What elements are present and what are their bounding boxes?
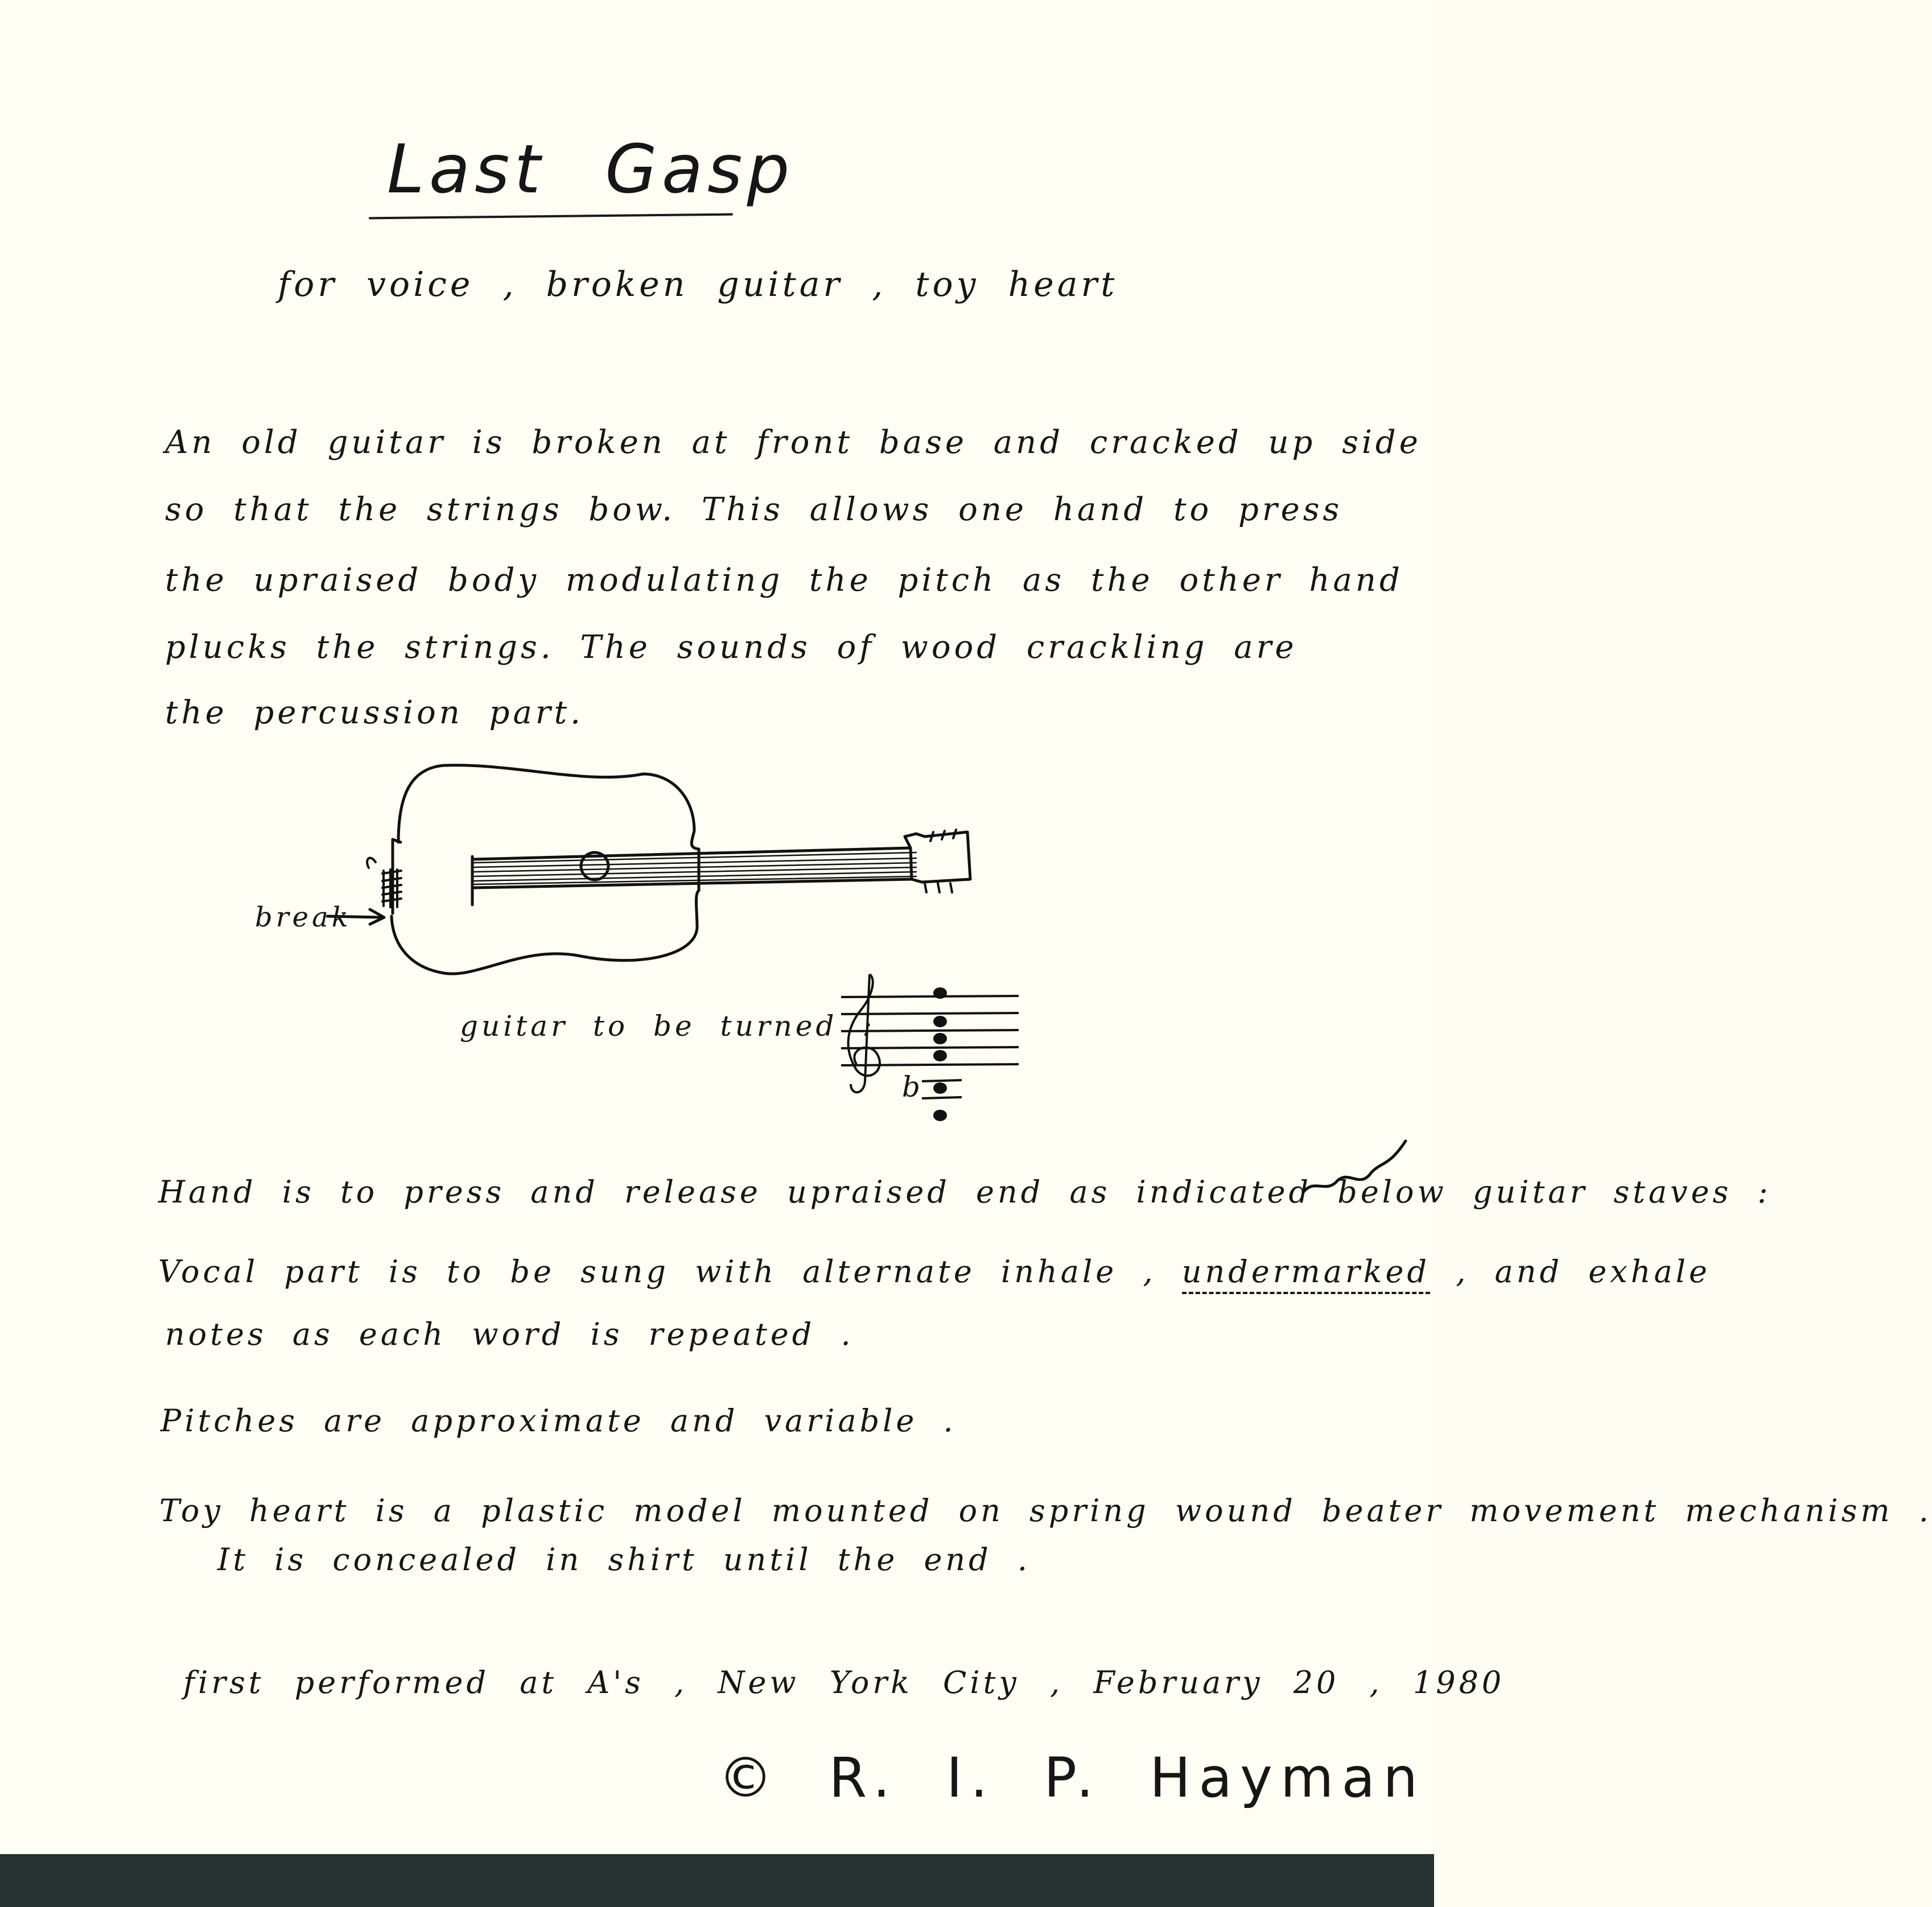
vocal-instruction-continued: notes as each word is repeated . [165, 1316, 854, 1352]
vocal-instruction-end: , and exhale [1456, 1254, 1711, 1290]
instrumentation-subtitle: for voice , broken guitar , toy heart [278, 265, 1118, 304]
page-title: Last Gasp [387, 130, 794, 208]
copyright-credit: © R. I. P. Hayman [718, 1746, 1426, 1810]
hand-instruction: Hand is to press and release upraised end as indicated below guitar staves : [158, 1174, 1772, 1210]
toy-heart-note: Toy heart is a plastic model mounted on spring wound beater movement mechanism . [159, 1493, 1932, 1529]
description-line: the percussion part. [165, 694, 584, 731]
scanner-edge-strip [0, 1854, 1434, 1907]
vocal-instruction [158, 1254, 1711, 1290]
tremolo-squiggle-icon [1303, 1141, 1406, 1192]
break-label: break [255, 901, 352, 933]
undermarked-word: undermarked [1182, 1254, 1430, 1294]
pitches-note: Pitches are approximate and variable . [160, 1403, 957, 1439]
description-line: plucks the strings. The sounds of wood crackling are [165, 629, 1297, 666]
description-line: the upraised body modulating the pitch as the other hand [165, 562, 1403, 599]
description-line: so that the strings bow. This allows one hand to press [165, 491, 1343, 528]
concealed-note: It is concealed in shirt until the end . [217, 1542, 1031, 1578]
vocal-instruction-start: Vocal part is to be sung with alternate inhale , [158, 1254, 1156, 1290]
flat-sign: b [902, 1070, 924, 1103]
premiere-line: first performed at A's , New York City , February 20 , 1980 [183, 1665, 1505, 1700]
tuning-label: guitar to be turned : [460, 1010, 876, 1043]
description-line: An old guitar is broken at front base and cracked up side [165, 424, 1422, 461]
